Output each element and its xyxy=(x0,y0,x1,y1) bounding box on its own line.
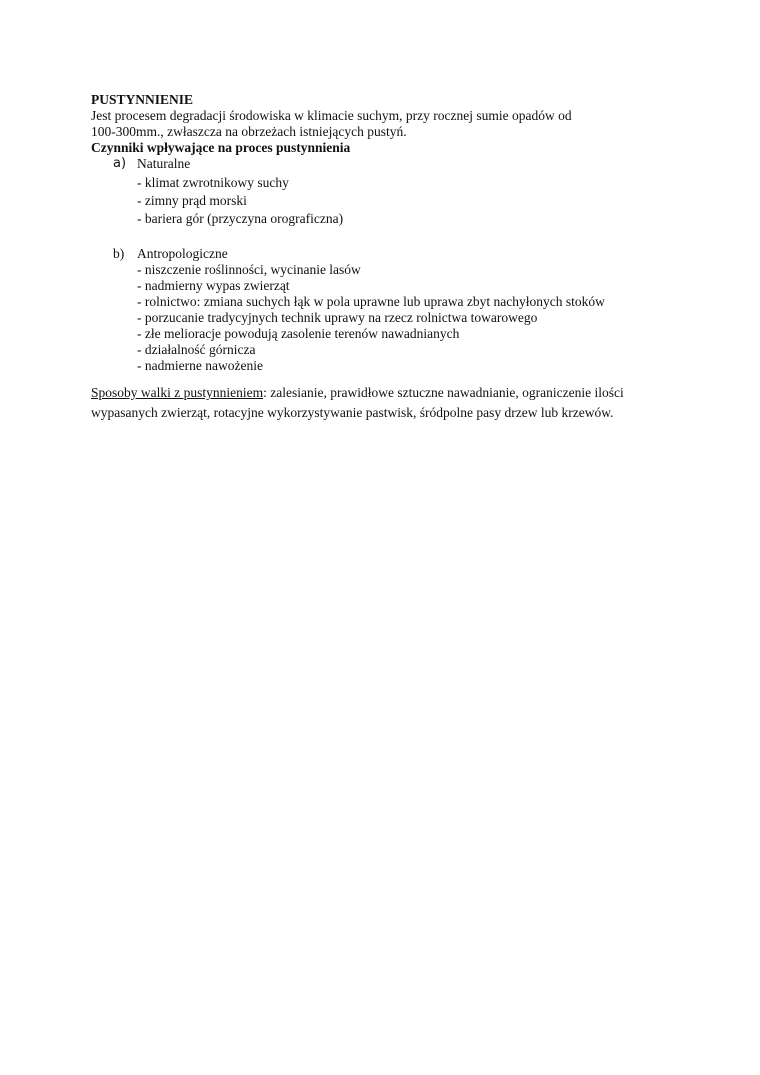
list-item: - nadmierne nawożenie xyxy=(137,358,263,373)
factors-heading: Czynniki wpływające na proces pustynnienia xyxy=(91,140,351,155)
list-item: - porzucanie tradycyjnych technik uprawy na rzecz rolnictwa towarowego xyxy=(137,310,538,325)
list-item: - bariera gór (przyczyna orograficzna) xyxy=(137,211,344,226)
list-item: - rolnictwo: zmiana suchych łąk w pola uprawne lub uprawa zbyt nachyłonych stoków xyxy=(137,294,605,309)
natural-factors-label: Naturalne xyxy=(137,156,191,171)
list-item: - złe melioracje powodują zasolenie terenów nawadnianych xyxy=(137,326,460,341)
remedies-label: Sposoby walki z pustynnieniem xyxy=(91,385,264,400)
document-page xyxy=(91,92,691,423)
anthropogenic-factors-header xyxy=(113,246,691,262)
document-title: PUSTYNNIENIE xyxy=(91,92,194,107)
list-item: - nadmierny wypas zwierząt xyxy=(137,278,290,293)
list-item: - klimat zwrotnikowy suchy xyxy=(137,175,289,190)
anthropogenic-factors-label: Antropologiczne xyxy=(137,246,228,261)
list-item: - zimny prąd morski xyxy=(137,193,247,208)
anthropogenic-factors-list xyxy=(137,262,691,374)
list-item: - niszczenie roślinności, wycinanie lasów xyxy=(137,262,361,277)
natural-factors-section xyxy=(113,156,691,228)
definition-line-1: Jest procesem degradacji środowiska w klimacie suchym, przy rocznej sumie opadów od xyxy=(91,108,572,123)
list-marker-b: b) xyxy=(113,246,125,261)
remedies-paragraph xyxy=(91,383,671,423)
list-item: - działalność górnicza xyxy=(137,342,256,357)
anthropogenic-factors-section xyxy=(113,246,691,374)
list-marker-a: a) xyxy=(113,156,127,171)
definition-line-2: 100-300mm., zwłaszcza na obrzeżach istniejących pustyń. xyxy=(91,124,407,139)
natural-factors-header xyxy=(113,156,691,172)
remedies-text: : zalesianie, prawidłowe sztuczne nawadnianie, ograniczenie ilości wypasanych zwierząt, rotacyjne wykorzystywanie pastwisk, śródpolne pasy drzew lub krzewów. xyxy=(91,385,624,420)
natural-factors-list xyxy=(137,174,691,228)
